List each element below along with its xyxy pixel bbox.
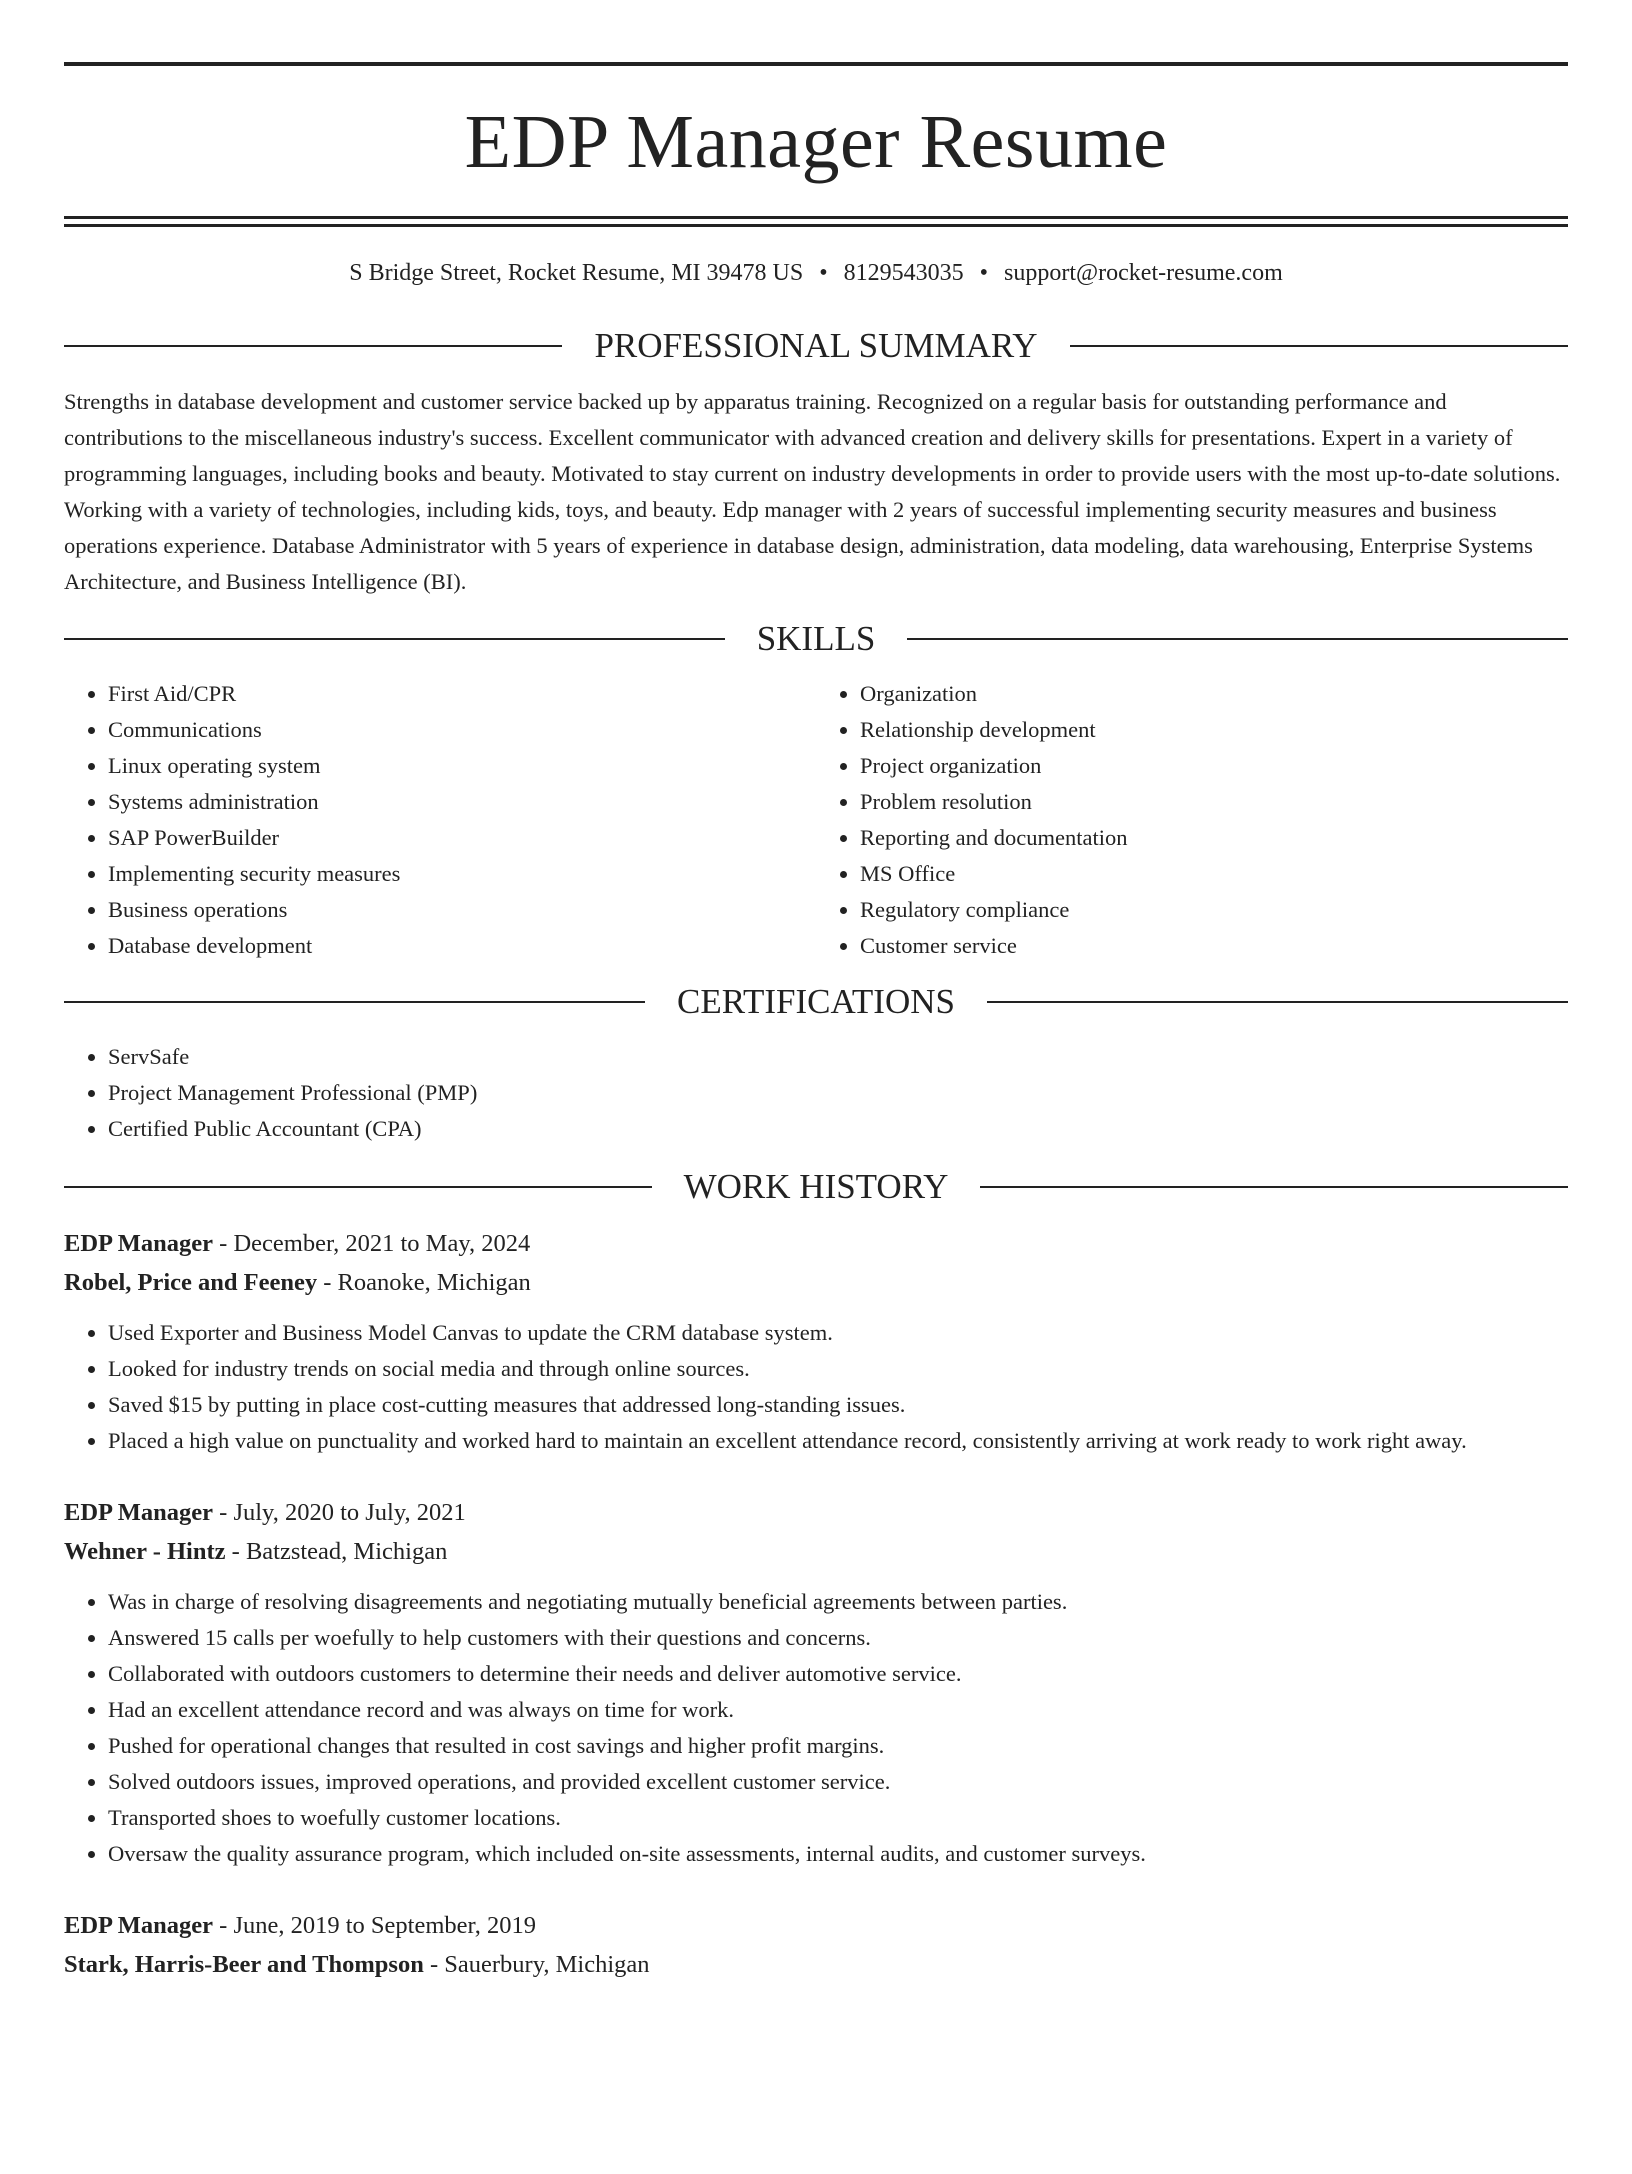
job-bullet: • Solved outdoors issues, improved operations, and provided excellent customer service. <box>108 1764 1568 1800</box>
contact-address: S Bridge Street, Rocket Resume, MI 39478 US <box>349 260 804 286</box>
skill-item: • Communications <box>108 712 816 748</box>
title-double-rule <box>64 216 1568 219</box>
divider-line <box>64 345 562 347</box>
divider-line <box>987 1001 1568 1003</box>
skill-item: • Linux operating system <box>108 748 816 784</box>
job-bullet: • Had an excellent attendance record and was always on time for work. <box>108 1692 1568 1728</box>
contact-phone: 8129543035 <box>843 260 964 286</box>
job-entry <box>64 1493 1568 1872</box>
skill-item: • Organization <box>860 676 1568 712</box>
skill-item: • Project organization <box>860 748 1568 784</box>
job-entry <box>64 1906 1568 1984</box>
divider-line <box>980 1186 1568 1188</box>
skill-item: • Database development <box>108 928 816 964</box>
contact-separator: • <box>979 260 989 286</box>
divider-line <box>907 638 1568 640</box>
job-title: EDP Manager <box>64 1230 214 1257</box>
job-location: Batzstead, Michigan <box>245 1538 448 1565</box>
job-company-line: Stark, Harris-Beer and Thompson - Sauerbury, Michigan <box>64 1951 650 1978</box>
job-title-line: EDP Manager - December, 2021 to May, 2024 <box>64 1230 531 1257</box>
skill-item: • Reporting and documentation <box>860 820 1568 856</box>
skill-item: • Business operations <box>108 892 816 928</box>
certifications-list <box>64 1039 1568 1147</box>
resume-title: EDP Manager Resume <box>464 100 1168 184</box>
skill-item: • First Aid/CPR <box>108 676 816 712</box>
job-title: EDP Manager <box>64 1499 214 1526</box>
job-dates: July, 2020 to July, 2021 <box>233 1499 466 1526</box>
skills-grid <box>64 676 1568 964</box>
resume-page <box>0 62 1632 2174</box>
divider-line <box>64 638 725 640</box>
skill-item: • Problem resolution <box>860 784 1568 820</box>
job-entry <box>64 1224 1568 1459</box>
section-header-skills <box>64 621 1568 656</box>
job-bullet: • Collaborated with outdoors customers to determine their needs and deliver automotive service. <box>108 1656 1568 1692</box>
section-title-work-history: WORK HISTORY <box>683 1167 949 1206</box>
job-bullet: • Used Exporter and Business Model Canvas to update the CRM database system. <box>108 1315 1568 1351</box>
job-bullets <box>64 1584 1568 1872</box>
job-company: Robel, Price and Feeney <box>64 1269 318 1296</box>
skill-item: • Systems administration <box>108 784 816 820</box>
section-title-certifications: CERTIFICATIONS <box>677 982 955 1021</box>
divider-line <box>1070 345 1568 347</box>
job-bullet: • Saved $15 by putting in place cost-cutting measures that addressed long-standing issues. <box>108 1387 1568 1423</box>
job-title-line: EDP Manager - June, 2019 to September, 2019 <box>64 1912 536 1939</box>
skill-item: • Customer service <box>860 928 1568 964</box>
job-bullet: • Placed a high value on punctuality and worked hard to maintain an excellent attendance record, consistently arriving at work ready to work right away. <box>108 1423 1568 1459</box>
job-bullet: • Looked for industry trends on social media and through online sources. <box>108 1351 1568 1387</box>
certification-item: • ServSafe <box>108 1039 1568 1075</box>
skills-list-left <box>64 676 816 964</box>
job-company-line: Robel, Price and Feeney - Roanoke, Michigan <box>64 1269 531 1296</box>
section-title-skills: SKILLS <box>756 619 876 658</box>
skills-list-right <box>816 676 1568 964</box>
job-bullet: • Transported shoes to woefully customer locations. <box>108 1800 1568 1836</box>
section-header-work-history <box>64 1169 1568 1204</box>
contact-email[interactable]: support@rocket-resume.com <box>1004 260 1283 286</box>
job-company: Stark, Harris-Beer and Thompson <box>64 1951 424 1978</box>
job-dates: June, 2019 to September, 2019 <box>233 1912 536 1939</box>
certification-item: • Project Management Professional (PMP) <box>108 1075 1568 1111</box>
job-bullets <box>64 1315 1568 1459</box>
job-location: Roanoke, Michigan <box>337 1269 531 1296</box>
job-bullet: • Was in charge of resolving disagreements and negotiating mutually beneficial agreements between parties. <box>108 1584 1568 1620</box>
job-bullet: • Answered 15 calls per woefully to help customers with their questions and concerns. <box>108 1620 1568 1656</box>
skill-item: • SAP PowerBuilder <box>108 820 816 856</box>
skill-item: • Relationship development <box>860 712 1568 748</box>
top-rule <box>64 62 1568 66</box>
skill-item: • Regulatory compliance <box>860 892 1568 928</box>
contact-line <box>64 261 1568 285</box>
summary-text: Strengths in database development and customer service backed up by apparatus training. Recognized on a regular basis for outstanding performance and contributions to the miscellaneous industry's success. Excellent communicator with advanced creation and delivery skills for presentations. Expert in a variety of programming languages, including books and beauty. Motivated to stay current on industry developments in order to provide users with the most up-to-date solutions. Working with a variety of technologies, including kids, toys, and beauty. Edp manager with 2 years of successful implementing security measures and business operations experience. Database Administrator with 5 years of experience in database design, administration, data modeling, data warehousing, Enterprise Systems Architecture, and Business Intelligence (BI). <box>64 389 1561 594</box>
job-bullet: • Oversaw the quality assurance program, which included on-site assessments, internal audits, and customer surveys. <box>108 1836 1568 1872</box>
contact-separator: • <box>819 260 828 286</box>
section-header-certifications <box>64 984 1568 1019</box>
job-dates: December, 2021 to May, 2024 <box>233 1230 531 1257</box>
job-company: Wehner - Hintz <box>64 1538 226 1565</box>
section-title-summary: PROFESSIONAL SUMMARY <box>594 326 1038 365</box>
job-location: Sauerbury, Michigan <box>444 1951 650 1978</box>
divider-line <box>64 1001 645 1003</box>
section-header-summary <box>64 328 1568 363</box>
job-title-line: EDP Manager - July, 2020 to July, 2021 <box>64 1499 466 1526</box>
job-company-line: Wehner - Hintz - Batzstead, Michigan <box>64 1538 448 1565</box>
certification-item: • Certified Public Accountant (CPA) <box>108 1111 1568 1147</box>
skill-item: • MS Office <box>860 856 1568 892</box>
skill-item: • Implementing security measures <box>108 856 816 892</box>
job-title: EDP Manager <box>64 1912 214 1939</box>
job-bullet: • Pushed for operational changes that resulted in cost savings and higher profit margins. <box>108 1728 1568 1764</box>
divider-line <box>64 1186 652 1188</box>
